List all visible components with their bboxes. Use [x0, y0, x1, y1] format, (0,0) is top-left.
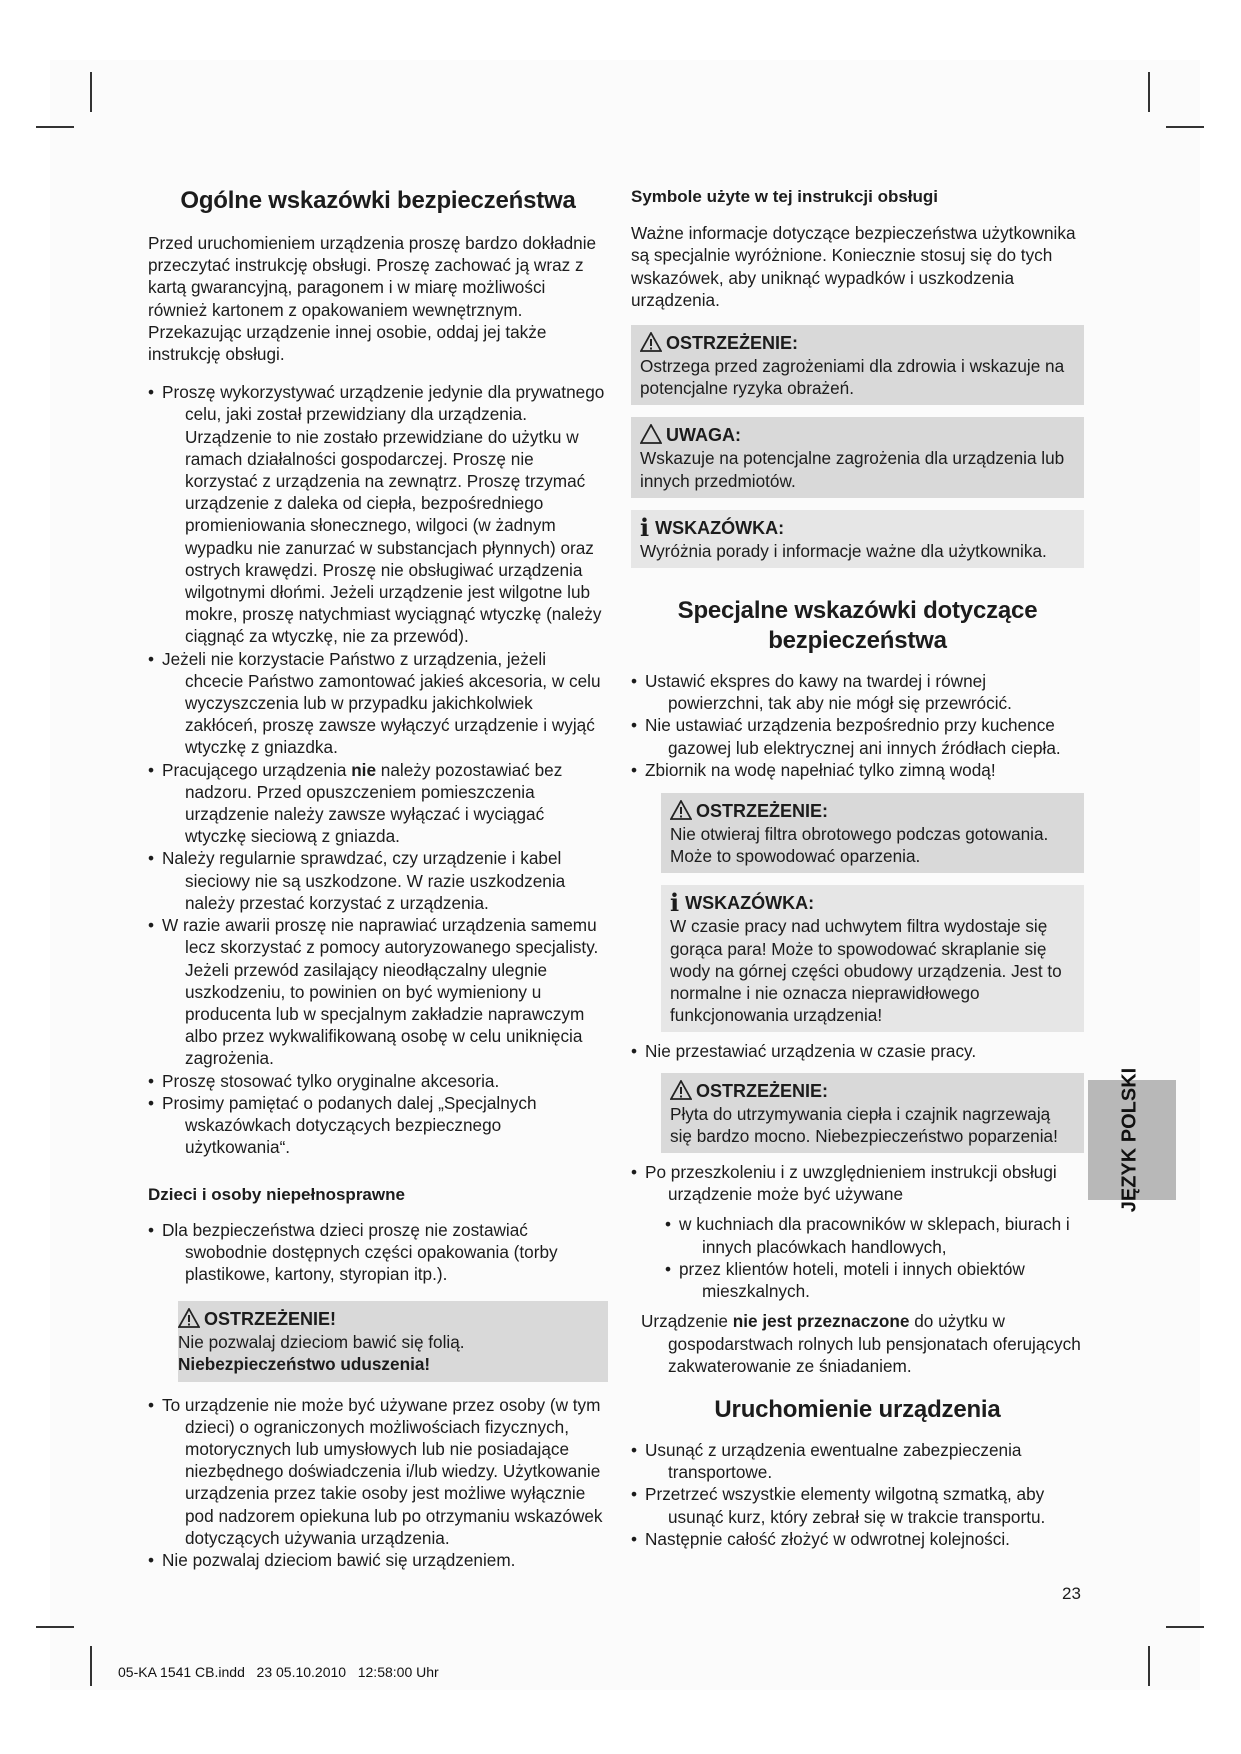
list-item: • Nie ustawiać urządzenia bezpośrednio przy kuchence gazowej lub elektrycznej ani innych źródłach ciepła. — [631, 714, 1084, 758]
warning-title-text: OSTRZEŻENIE! — [204, 1309, 337, 1330]
steam-tip-box — [661, 885, 1084, 1032]
box-title — [670, 1079, 1075, 1103]
box-text: Wyróżnia porady i informacje ważne dla użytkownika. — [640, 540, 1047, 561]
special-safety-list — [631, 670, 1084, 781]
crop-mark — [90, 72, 92, 112]
crop-mark — [1166, 1626, 1204, 1628]
left-column — [148, 186, 608, 1571]
right-column — [631, 186, 1084, 1550]
list-item: • Przetrzeć wszystkie elementy wilgotną szmatką, aby usunąć kurz, który zebrał się w trakcie transportu. — [631, 1483, 1084, 1527]
crop-mark — [90, 1646, 92, 1686]
box-title — [670, 888, 1075, 918]
startup-list — [631, 1439, 1084, 1550]
general-safety-list — [148, 381, 608, 1158]
crop-mark — [36, 126, 74, 128]
list-item: • Nie pozwalaj dzieciom bawić się urządzeniem. — [148, 1549, 608, 1571]
crop-mark — [1166, 126, 1204, 128]
sub-list-item: • przez klientów hoteli, moteli i innych obiektów mieszkalnych. — [665, 1258, 1084, 1302]
box-title — [640, 331, 1075, 355]
not-intended-note — [631, 1310, 1084, 1377]
box-text: Ostrzega przed zagrożeniami dla zdrowia i wskazuje na potencjalne ryzyka obrażeń. — [640, 356, 1065, 399]
children-list-2 — [148, 1394, 608, 1572]
crop-mark — [1148, 72, 1150, 112]
crop-mark — [36, 1626, 74, 1628]
warning-title — [178, 1307, 599, 1331]
page-number: 23 — [1062, 1584, 1081, 1603]
language-tab-label: JĘZYK POLSKI — [1118, 1067, 1141, 1213]
info-i-icon: i — [640, 512, 650, 542]
rotary-filter-warning-box — [661, 793, 1084, 873]
warning-text: Nie pozwalaj dzieciom bawić się folią. — [178, 1332, 465, 1353]
tip-box — [631, 510, 1084, 568]
note-text: Urządzenie — [641, 1311, 733, 1332]
list-item: • Usunąć z urządzenia ewentualne zabezpieczenia transportowe. — [631, 1439, 1084, 1483]
children-list — [148, 1219, 608, 1286]
operation-list — [631, 1040, 1084, 1062]
hotplate-warning-box — [661, 1073, 1084, 1153]
sub-list-item: • w kuchniach dla pracowników w sklepach, biurach i innych placówkach handlowych, — [665, 1213, 1084, 1257]
list-item: • Proszę stosować tylko oryginalne akcesoria. — [148, 1070, 608, 1092]
note-emphasis: nie jest przeznaczone — [732, 1311, 910, 1332]
list-item: • Po przeszkoleniu i z uwzględnieniem instrukcji obsługi urządzenie może być używane — [631, 1161, 1084, 1205]
print-footer: 05-KA 1541 CB.indd 23 05.10.2010 12:58:00 Uhr — [118, 1664, 439, 1680]
info-i-icon: i — [670, 888, 680, 918]
caution-triangle-icon — [640, 424, 662, 444]
list-item: • Proszę wykorzystywać urządzenie jedynie dla prywatnego celu, jaki został przewidziany dla urządzenia. Urządzenie to nie zostało przewidziane do użytku w ramach działalności gospodarczej. Proszę nie korzystać z urządzenia na zewnątrz. Proszę trzymać urządzenie z daleka od ciepła, bezpośredniego promieniowania słonecznego, wilgoci (w żadnym wypadku nie zanurzać w substancjach płynnych) oraz ostrych krawędzi. Proszę nie obsługiwać urządzenia wilgotnymi dłońmi. Jeżeli urządzenie jest wilgotne lub mokre, proszę natychmiast wyciągnąć wtyczkę (należy ciągnąć za wtyczkę, nie za przewód). — [148, 381, 608, 647]
warning-bold-text: Niebezpieczeństwo uduszenia! — [178, 1354, 431, 1375]
box-text: W czasie pracy nad uchwytem filtra wydostaje się gorąca para! Może to spowodować skraplanie się wody na górnej części obudowy urządzenia. Jest to normalne i nie oznacza nieprawidłowego funkcjonowania urządzenia! — [670, 916, 1062, 1026]
warning-box — [631, 325, 1084, 405]
list-item: • W razie awarii proszę nie naprawiać urządzenia samemu lecz skorzystać z pomocy autoryzowanego specjalisty. Jeżeli przewód zasilający nieodłączalny ulegnie uszkodzeniu, to powinien on być wymieniony u producenta lub w specjalnym zakładzie naprawczym albo przez wykwalifikowaną osobę w celu uniknięcia zagrożenia. — [148, 914, 608, 1069]
note-text: do użytku w gospodarstwach rolnych lub pensjonatach oferujących zakwaterowanie ze śniadaniem. — [668, 1311, 1081, 1376]
warning-triangle-icon — [640, 332, 662, 352]
children-warning-box — [178, 1301, 608, 1381]
warning-triangle-icon — [670, 800, 692, 820]
list-item: • Jeżeli nie korzystacie Państwo z urządzenia, jeżeli chcecie Państwo zamontować jakieś akcesoria, w celu wyczyszczenia lub w przypadku jakichkolwiek zakłóceń, proszę zawsze wyłączyć urządzenie i wyjąć wtyczkę z gniazdka. — [148, 648, 608, 759]
intro-paragraph: Przed uruchomieniem urządzenia proszę bardzo dokładnie przeczytać instrukcję obsługi. Proszę zachować ją wraz z kartą gwarancyjną, paragonem i w miarę możliwości również kartonem z opakowaniem wewnętrznym. Przekazując urządzenie innej osobie, oddaj jej także instrukcję obsługi. — [148, 233, 597, 365]
box-title — [670, 799, 1075, 823]
list-item: • Należy regularnie sprawdzać, czy urządzenie i kabel sieciowy nie są uszkodzone. W razie uszkodzenia należy przestać korzystać z urządzenia. — [148, 847, 608, 914]
box-title-text: OSTRZEŻENIE: — [696, 801, 829, 822]
box-title-text: UWAGA: — [666, 425, 741, 446]
caution-box — [631, 417, 1084, 497]
list-item: • To urządzenie nie może być używane przez osoby (w tym dzieci) o ograniczonych możliwościach fizycznych, motorycznych lub umysłowych lub nie posiadające niezbędnego doświadczenia i/lub wiedzy. Użytkowanie urządzenia przez takie osoby jest możliwe wyłącznie pod nadzorem opiekuna lub po otrzymaniu wskazówek dotyczących używania urządzenia. — [148, 1394, 608, 1549]
usage-list — [631, 1161, 1084, 1205]
list-item-emphasis: nie — [351, 759, 377, 780]
general-safety-title: Ogólne wskazówki bezpieczeństwa — [180, 187, 576, 214]
box-title — [640, 423, 1075, 447]
children-heading: Dzieci i osoby niepełnosprawne — [148, 1185, 405, 1205]
box-title — [640, 512, 1075, 542]
box-text: Nie otwieraj filtra obrotowego podczas gotowania. Może to spowodować oparzenia. — [670, 824, 1049, 867]
symbols-heading: Symbole użyte w tej instrukcji obsługi — [631, 187, 939, 206]
box-title-text: OSTRZEŻENIE: — [696, 1080, 829, 1101]
symbols-intro: Ważne informacje dotyczące bezpieczeństwa użytkownika są specjalnie wyróżnione. Koniecznie stosuj się do tych wskazówek, aby uniknąć wypadków i uszkodzenia urządzenia. — [631, 223, 1076, 310]
usage-sub-list — [631, 1213, 1084, 1302]
list-item: • Prosimy pamiętać o podanych dalej „Specjalnych wskazówkach dotyczących bezpiecznego użytkowania“. — [148, 1092, 608, 1159]
list-item: • Ustawić ekspres do kawy na twardej i równej powierzchni, tak aby nie mógł się przewrócić. — [631, 670, 1084, 714]
list-item-text: Pracującego urządzenia — [162, 759, 352, 780]
box-text: Wskazuje na potencjalne zagrożenia dla urządzenia lub innych przedmiotów. — [640, 448, 1065, 491]
warning-triangle-icon — [178, 1308, 200, 1328]
box-title-text: OSTRZEŻENIE: — [666, 333, 799, 354]
list-item: • Następnie całość złożyć w odwrotnej kolejności. — [631, 1528, 1084, 1550]
crop-mark — [1148, 1646, 1150, 1686]
list-item-text: należy pozostawiać bez nadzoru. Przed opuszczeniem pomieszczenia urządzenie należy zawsze wyłączać i wyciągać wtyczkę sieciową z gniazda. — [185, 759, 563, 847]
box-text: Płyta do utrzymywania ciepła i czajnik nagrzewają się bardzo mocno. Niebezpieczeństwo poparzenia! — [670, 1103, 1058, 1146]
list-item — [148, 759, 608, 848]
startup-title: Uruchomienie urządzenia — [714, 1395, 1001, 1423]
list-item: • Nie przestawiać urządzenia w czasie pracy. — [631, 1040, 1084, 1062]
box-title-text: WSKAZÓWKA: — [655, 517, 785, 538]
list-item: • Zbiornik na wodę napełniać tylko zimną wodą! — [631, 759, 1084, 781]
warning-triangle-icon — [670, 1080, 692, 1100]
list-item: • Dla bezpieczeństwa dzieci proszę nie zostawiać swobodnie dostępnych części opakowania (torby plastikowe, kartony, styropian itp.). — [148, 1219, 608, 1286]
special-safety-title: Specjalne wskazówki dotyczące bezpieczeństwa — [677, 597, 1038, 655]
box-title-text: WSKAZÓWKA: — [685, 893, 815, 914]
